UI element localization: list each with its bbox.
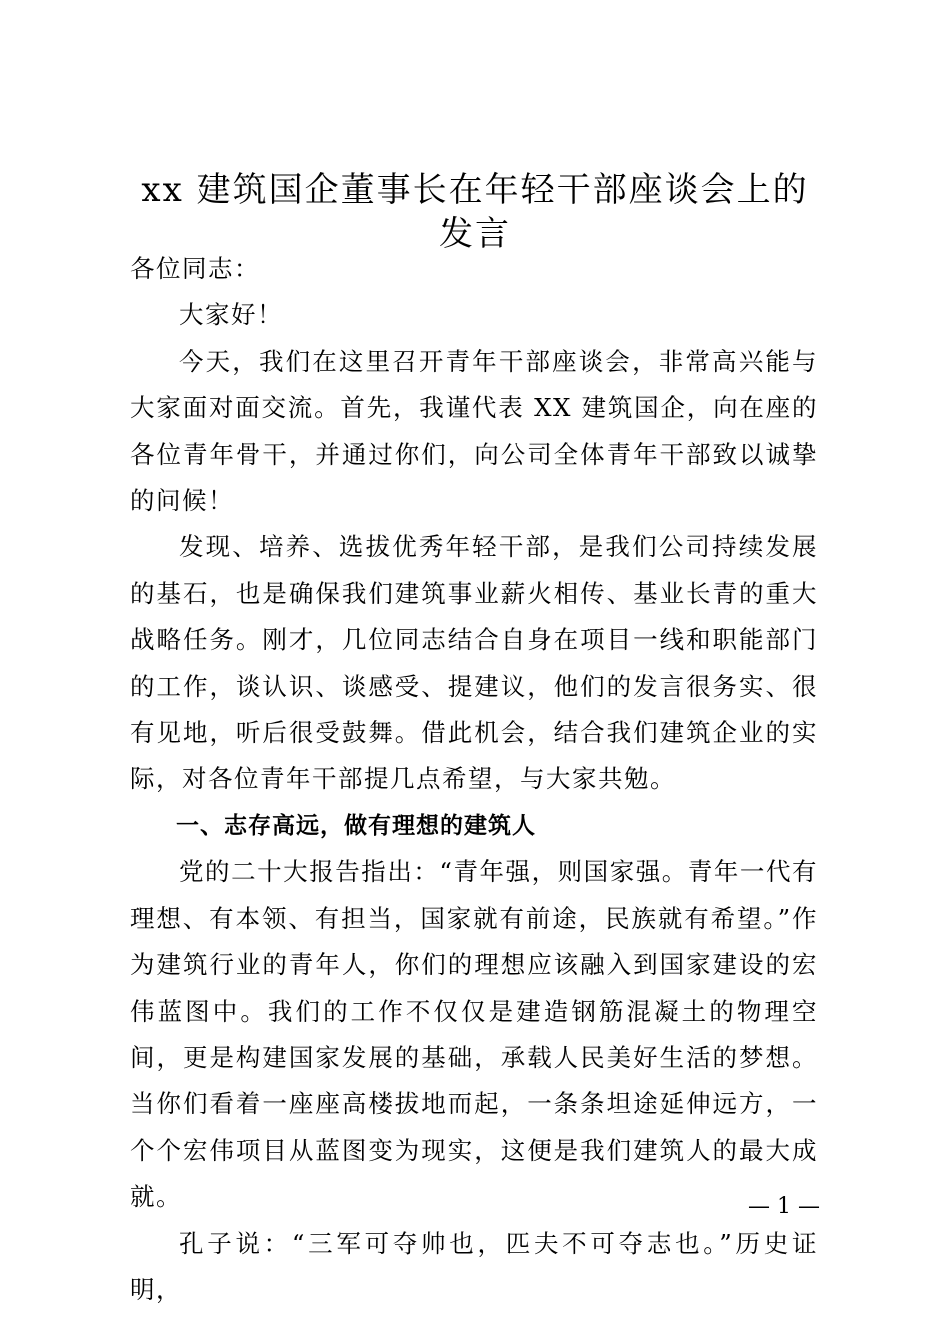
document-title: xx 建筑国企董事长在年轻干部座谈会上的发言 <box>141 170 809 254</box>
page-number: — 1 — <box>748 1194 820 1219</box>
paragraph: 孔子说：“三军可夺帅也，匹夫不可夺志也。”历史证明， <box>130 1228 818 1304</box>
salutation: 各位同志： <box>130 254 260 283</box>
paragraph: 今天，我们在这里召开青年干部座谈会，非常高兴能与大家面对面交流。首先，我谨代表 XX 建筑国企，向在座的各位青年骨干，并通过你们，向公司全体青年干部致以诚挚的问候！ <box>130 346 818 516</box>
document-body <box>130 246 818 1313</box>
paragraph: 发现、培养、选拔优秀年轻干部，是我们公司持续发展的基石，也是确保我们建筑事业薪火相传、基业长青的重大战略任务。刚才，几位同志结合自身在项目一线和职能部门的工作，谈认识、谈感受、提建议，他们的发言很务实、很有见地，听后很受鼓舞。借此机会，结合我们建筑企业的实际，对各位青年干部提几点希望，与大家共勉。 <box>130 532 818 794</box>
paragraph: 大家好！ <box>179 300 283 330</box>
paragraph: 党的二十大报告指出：“青年强，则国家强。青年一代有理想、有本领、有担当，国家就有前途，民族就有希望。”作为建筑行业的青年人，你们的理想应该融入到国家建设的宏伟蓝图中。我们的工作不仅仅是建造钢筋混凝土的物理空间，更是构建国家发展的基础，承载人民美好生活的梦想。当你们看着一座座高楼拔地而起，一条条坦途延伸远方，一个个宏伟项目从蓝图变为现实，这便是我们建筑人的最大成就。 <box>130 857 818 1212</box>
section-heading: 一、志存高远，做有理想的建筑人 <box>176 812 536 839</box>
